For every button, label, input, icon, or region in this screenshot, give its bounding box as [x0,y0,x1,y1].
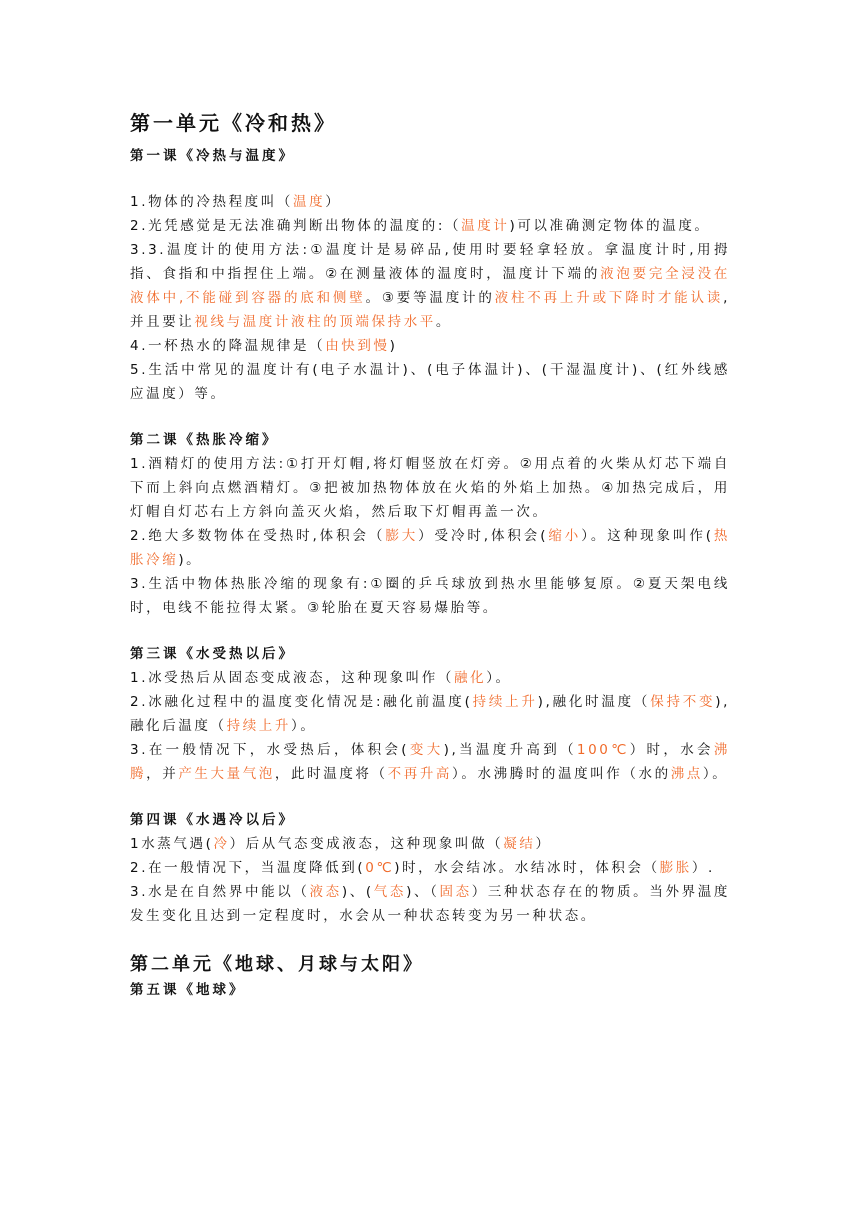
answer-highlight: 0℃ [365,860,395,876]
text-run: ） [535,836,552,852]
text-run: 。 [435,314,453,330]
answer-highlight: 保持不变 [650,694,716,710]
text-run: ）时，水会 [629,742,714,758]
text-run: ） [325,194,342,210]
text-run: )可以准确测定物体的温度。 [509,218,711,234]
text-run: ）三种状态存在的物质。当外界温度发生变化且达到一定程度时，水会从一种状态转变为另一种状态。 [130,884,730,924]
text-run: 1.酒精灯的使用方法:①打开灯帽,将灯帽竖放在灯旁。②用点着的火柴从灯芯下端自下而上斜向点燃酒精灯。③把被加热物体放在火焰的外焰上加热。④加热完成后，用灯帽自灯芯右上方斜向盖灭火焰，然后取下灯帽再盖一次。 [130,456,730,520]
text-run: 5.生活中常见的温度计有(电子水温计)、(电子体温计)、(干湿温度计)、(红外线感应温度）等。 [130,362,730,402]
text-run: 1.冰受热后从固态变成液态，这种现象叫作（ [130,670,454,686]
paragraph [130,666,730,690]
text-run: 3.生活中物体热胀冷缩的现象有:①圈的乒乓球放到热水里能够复原。②夏天架电线时，电线不能拉得太紧。③轮胎在夏天容易爆胎等。 [130,576,730,616]
document-page [130,108,730,1002]
paragraph [130,738,730,786]
paragraph [130,524,730,572]
text-run: ）。 [486,670,512,686]
text-run: 3.水是在自然界中能以（ [130,884,310,900]
answer-highlight: 温度 [292,194,326,210]
text-run: ）。 [291,718,317,734]
paragraph [130,334,730,358]
text-run: ）. [691,860,715,876]
answer-highlight: 沸腾 [130,742,730,782]
answer-highlight: 膨大 [385,528,419,544]
text-run: ), 融化后温度（ [130,694,731,734]
text-run: ,并且要让 [130,290,730,330]
text-run: ）受冷时,体积会( [418,528,549,544]
text-run: 3.在一般情况下，水受热后，体积会( [130,742,410,758]
answer-highlight: 持续上升 [226,718,292,734]
text-run: ，此时温度将（ [274,766,388,782]
answer-highlight: 热胀冷缩 [130,528,731,568]
text-run: )。 [178,552,203,568]
answer-highlight: 液态 [309,884,342,900]
answer-highlight: 持续上升 [472,694,538,710]
unit2-title: 第二单元《地球、月球与太阳》 [130,954,424,975]
lesson3-title: 第三课《水受热以后》 [130,646,295,662]
answer-highlight: 融化 [453,670,487,686]
lesson3-body [130,666,730,786]
text-run: ) [389,338,398,354]
answer-highlight: 液柱不再上升或下降时才能认读 [494,290,724,306]
lesson4-title: 第四课《水遇冷以后》 [130,812,295,828]
answer-highlight: 100℃ [576,742,630,758]
answer-highlight: 不再升高 [387,766,453,782]
text-run: ),融化时温度（ [537,694,651,710]
text-run: 2.光凭感觉是无法准确判断出物体的温度的:（ [130,218,462,234]
text-run: )、( [341,884,374,900]
text-run: 1水蒸气遇( [130,836,214,852]
answer-highlight: 固态 [439,884,472,900]
lesson1-body [130,190,730,406]
text-run: ),当温度升高到（ [443,742,577,758]
paragraph [130,190,730,214]
text-run: 2.在一般情况下，当温度降低到( [130,860,366,876]
text-run: )、（ [406,884,440,900]
paragraph [130,832,730,856]
answer-highlight: 气态 [373,884,407,900]
lesson4-body [130,832,730,928]
text-run: 1.物体的冷热程度叫（ [130,194,293,210]
answer-highlight: 冷 [213,836,230,852]
text-run: ）。水沸腾时的温度叫作（水的 [452,766,671,782]
paragraph [130,856,730,880]
text-run: 2.冰融化过程中的温度变化情况是:融化前温度( [130,694,473,710]
answer-highlight: 缩小 [548,528,582,544]
lesson2-title: 第二课《热胀冷缩》 [130,432,279,448]
paragraph [130,572,730,620]
answer-highlight: 膨胀 [659,860,692,876]
text-run: ，并 [146,766,179,782]
paragraph [130,880,730,928]
answer-highlight: 凝结 [503,836,536,852]
text-run: 4.一杯热水的降温规律是（ [130,338,326,354]
text-run: 。③要等温度计的 [365,290,495,306]
text-run: 3.3.温度计的使用方法:①温度计是易碎品,使用时要轻拿轻放。拿温度计时,用拇指、食指和中指捏住上端。②在测量液体的温度时，温度计下端的 [130,242,730,282]
paragraph [130,690,730,738]
answer-highlight: 液泡要完全浸没在液体中,不能碰到容器的底和侧壁 [130,266,730,306]
answer-highlight: 产生大量气泡 [178,766,275,782]
lesson5-title: 第五课《地球》 [130,982,246,998]
paragraph [130,452,730,524]
text-run: ）后从气态变成液态，这种现象叫做（ [229,836,504,852]
answer-highlight: 沸点 [670,766,703,782]
text-run: 2.绝大多数物体在受热时,体积会（ [130,528,386,544]
text-run: ）。这种现象叫作( [581,528,714,544]
answer-highlight: 视线与温度计液柱的顶端保持水平 [194,314,436,330]
lesson4-section [130,808,730,928]
paragraph [130,358,730,406]
paragraph [130,238,730,334]
unit1-title: 第一单元《冷和热》 [130,111,337,135]
lesson2-body [130,452,730,620]
answer-highlight: 由快到慢 [325,338,390,354]
lesson1-title: 第一课《冷热与温度》 [130,148,295,164]
answer-highlight: 温度计 [461,218,510,234]
text-run: ）。 [702,766,729,782]
paragraph [130,214,730,238]
lesson2-section [130,428,730,620]
text-run: )时，水会结冰。水结冰时，体积会（ [394,860,660,876]
answer-highlight: 变大 [409,742,444,758]
lesson3-section [130,642,730,786]
